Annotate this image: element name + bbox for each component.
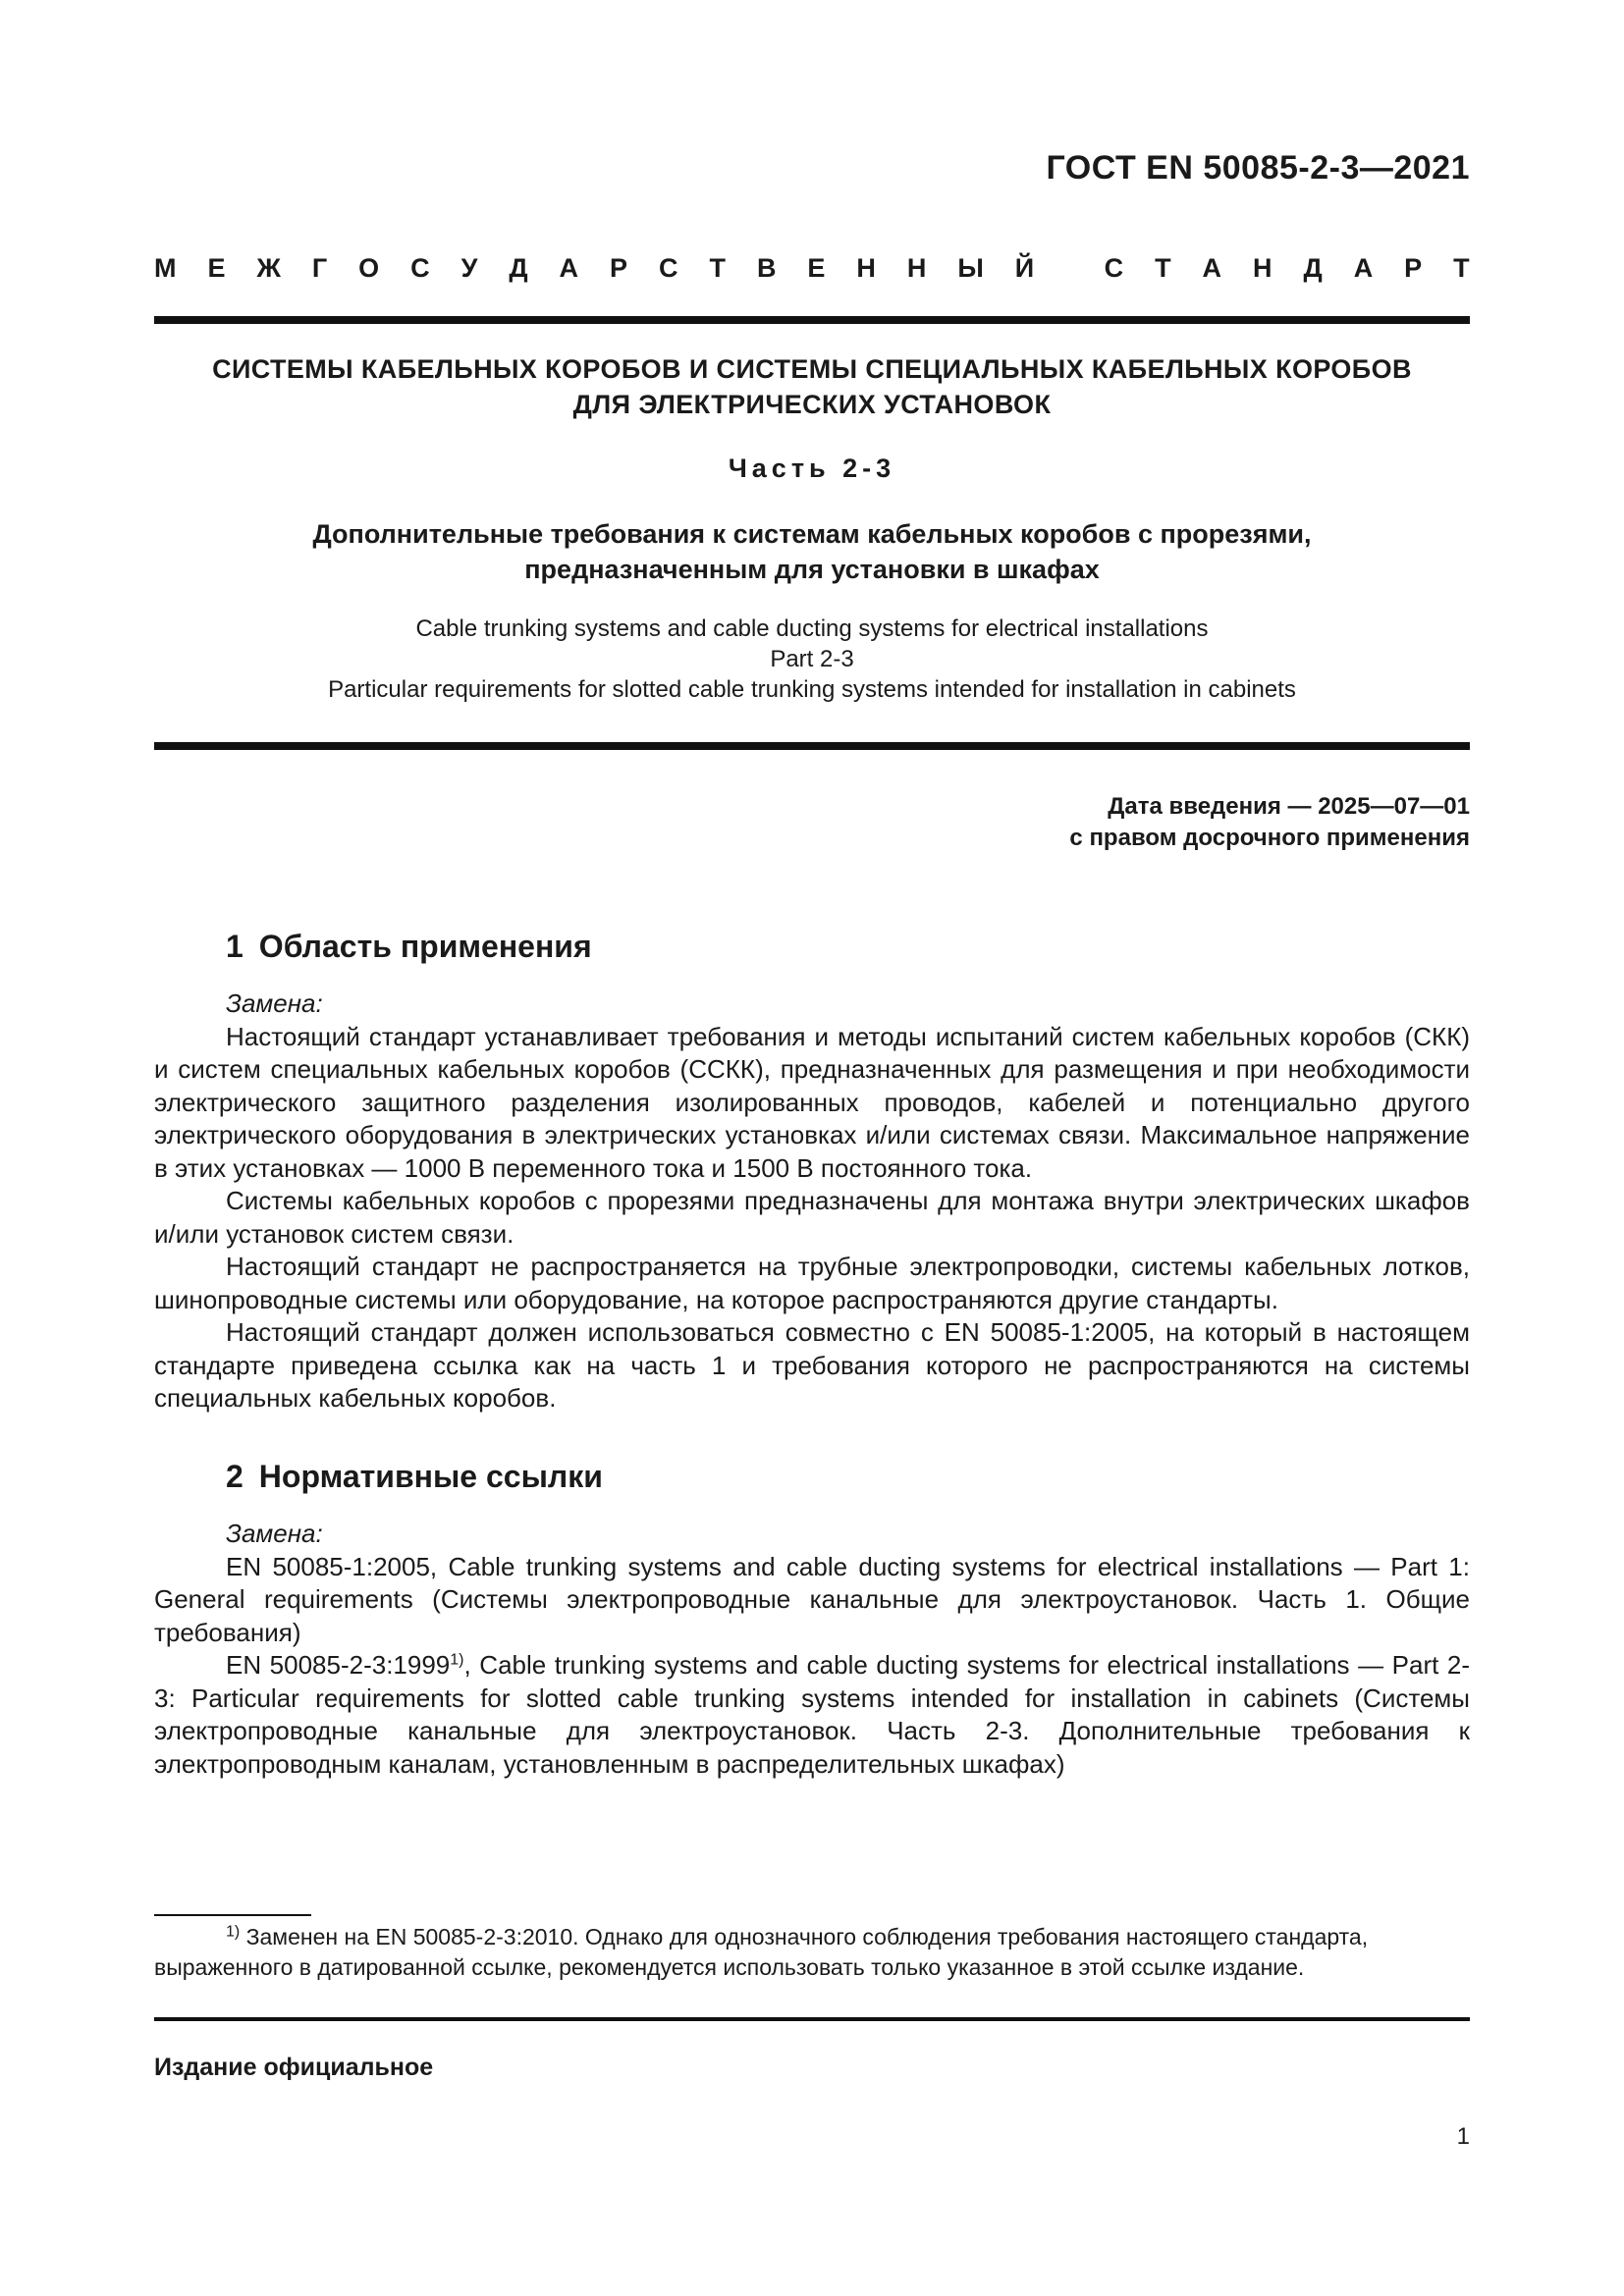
interstate-letter: А bbox=[1353, 253, 1374, 283]
official-edition-label: Издание официальное bbox=[154, 2054, 434, 2081]
document-title-en bbox=[154, 614, 1470, 705]
footer-divider bbox=[154, 2017, 1470, 2021]
interstate-letter: Т bbox=[709, 253, 726, 283]
early-application-note: с правом досрочного применения bbox=[1069, 825, 1470, 851]
interstate-standard-heading bbox=[154, 253, 1470, 284]
interstate-letter: Й bbox=[1014, 253, 1035, 283]
paragraph: Настоящий стандарт не распространяется на трубные электропроводки, системы кабельных лотков, шинопроводные системы или оборудование, на которое распространяются другие стандарты. bbox=[154, 1252, 1470, 1314]
interstate-letter: Р bbox=[1404, 253, 1423, 283]
interstate-letter: Р bbox=[610, 253, 628, 283]
section-2-heading bbox=[226, 1459, 603, 1495]
interstate-letter: Н bbox=[856, 253, 876, 283]
interstate-letter: Г bbox=[311, 253, 328, 283]
interstate-letter: Т bbox=[1453, 253, 1470, 283]
interstate-letter: Е bbox=[807, 253, 826, 283]
normative-reference: EN 50085-1:2005, Cable trunking systems and cable ducting systems for electrical installations — Part 1: General requirements (Системы электропроводные канальные для электроустановок. Часть 1. Общие требования) bbox=[154, 1551, 1470, 1647]
replacement-label: Замена: bbox=[226, 988, 323, 1018]
section-1-heading bbox=[226, 929, 592, 965]
page-number: 1 bbox=[1456, 2123, 1470, 2150]
interstate-letter: У bbox=[460, 253, 478, 283]
section-title: Нормативные ссылки bbox=[258, 1459, 603, 1494]
title-ru-line: СИСТЕМЫ КАБЕЛЬНЫХ КОРОБОВ И СИСТЕМЫ СПЕЦИАЛЬНЫХ КАБЕЛЬНЫХ КОРОБОВ bbox=[212, 354, 1412, 384]
subtitle-ru-line: предназначенным для установки в шкафах bbox=[524, 555, 1100, 584]
interstate-letter: А bbox=[559, 253, 579, 283]
effective-date-block bbox=[1069, 791, 1470, 854]
interstate-letter: С bbox=[1104, 253, 1124, 283]
footnote bbox=[154, 1922, 1470, 1983]
interstate-letter: О bbox=[358, 253, 380, 283]
section-number: 2 bbox=[226, 1459, 244, 1494]
footnote-divider bbox=[154, 1914, 311, 1916]
interstate-letter: Ж bbox=[256, 253, 281, 283]
subtitle-ru-line: Дополнительные требования к системам кабельных коробов с прорезями, bbox=[312, 519, 1312, 549]
interstate-word-gap bbox=[1065, 253, 1073, 284]
document-number: ГОСТ EN 50085-2-3—2021 bbox=[1046, 149, 1470, 187]
section-title: Область применения bbox=[258, 929, 592, 964]
interstate-letter: Д bbox=[1303, 253, 1323, 283]
interstate-letter: А bbox=[1202, 253, 1222, 283]
interstate-letter: Д bbox=[509, 253, 528, 283]
normative-reference bbox=[154, 1649, 1470, 1781]
title-ru-line: ДЛЯ ЭЛЕКТРИЧЕСКИХ УСТАНОВОК bbox=[572, 390, 1052, 419]
interstate-letter: Ы bbox=[957, 253, 984, 283]
interstate-letter: Н bbox=[1253, 253, 1272, 283]
footnote-marker: 1) bbox=[226, 1923, 241, 1941]
document-subtitle-ru bbox=[154, 516, 1470, 587]
section-1-body bbox=[154, 988, 1470, 1415]
paragraph: Настоящий стандарт устанавливает требования и методы испытаний систем кабельных коробов (СКК) и систем специальных кабельных коробов (ССКК), предназначенных для размещения и при необходимости электрического защитного разделения изолированных проводов, кабелей и потенциально другого электрического оборудования в электрических установках и/или системах связи. Максимальное напряжение в этих установках — 1000 В переменного тока и 1500 В постоянного тока. bbox=[154, 1021, 1470, 1183]
interstate-letter: С bbox=[410, 253, 430, 283]
section-number: 1 bbox=[226, 929, 244, 964]
title-en-line: Particular requirements for slotted cable trunking systems intended for installation in cabinets bbox=[328, 676, 1296, 703]
interstate-letter: Т bbox=[1155, 253, 1171, 283]
paragraph: Настоящий стандарт должен использоваться совместно с EN 50085-1:2005, на который в настоящем стандарте приведена ссылка как на часть 1 и требования которого не распространяются на системы специальных кабельных коробов. bbox=[154, 1317, 1470, 1413]
reference-code: EN 50085-2-3:1999 bbox=[226, 1650, 451, 1680]
title-en-line: Part 2-3 bbox=[770, 646, 854, 672]
title-en-line: Cable trunking systems and cable ducting systems for electrical installations bbox=[415, 615, 1209, 642]
part-label: Часть 2-3 bbox=[728, 454, 896, 483]
footnote-marker: 1) bbox=[450, 1651, 464, 1669]
section-2-body bbox=[154, 1518, 1470, 1781]
interstate-letter: Н bbox=[906, 253, 927, 283]
interstate-letter: М bbox=[154, 253, 177, 283]
paragraph: Системы кабельных коробов с прорезями предназначены для монтажа внутри электрических шкафов и/или установок систем связи. bbox=[154, 1186, 1470, 1249]
title-divider bbox=[154, 742, 1470, 750]
interstate-letter: Е bbox=[207, 253, 226, 283]
interstate-letter: В bbox=[756, 253, 777, 283]
header-divider bbox=[154, 316, 1470, 324]
reference-text: , Cable trunking systems and cable ducting systems for electrical installations — Part 2-3: Particular requirements for slotted cable trunking systems intended for installation in cabinets (Системы электропроводные канальные для электроустановок. Часть 2-3. Дополнительные требования к электропроводным каналам, установленным в распределительных шкафах) bbox=[154, 1650, 1470, 1779]
replacement-label: Замена: bbox=[226, 1519, 323, 1548]
footnote-text: Заменен на EN 50085-2-3:2010. Однако для однозначного соблюдения требования настоящего стандарта, выраженного в датированной ссылке, рекомендуется использовать только указанное в этой ссылке издание. bbox=[154, 1924, 1369, 1980]
document-title-ru bbox=[154, 351, 1470, 422]
interstate-letter: С bbox=[659, 253, 678, 283]
effective-date: Дата введения — 2025—07—01 bbox=[1108, 793, 1470, 820]
